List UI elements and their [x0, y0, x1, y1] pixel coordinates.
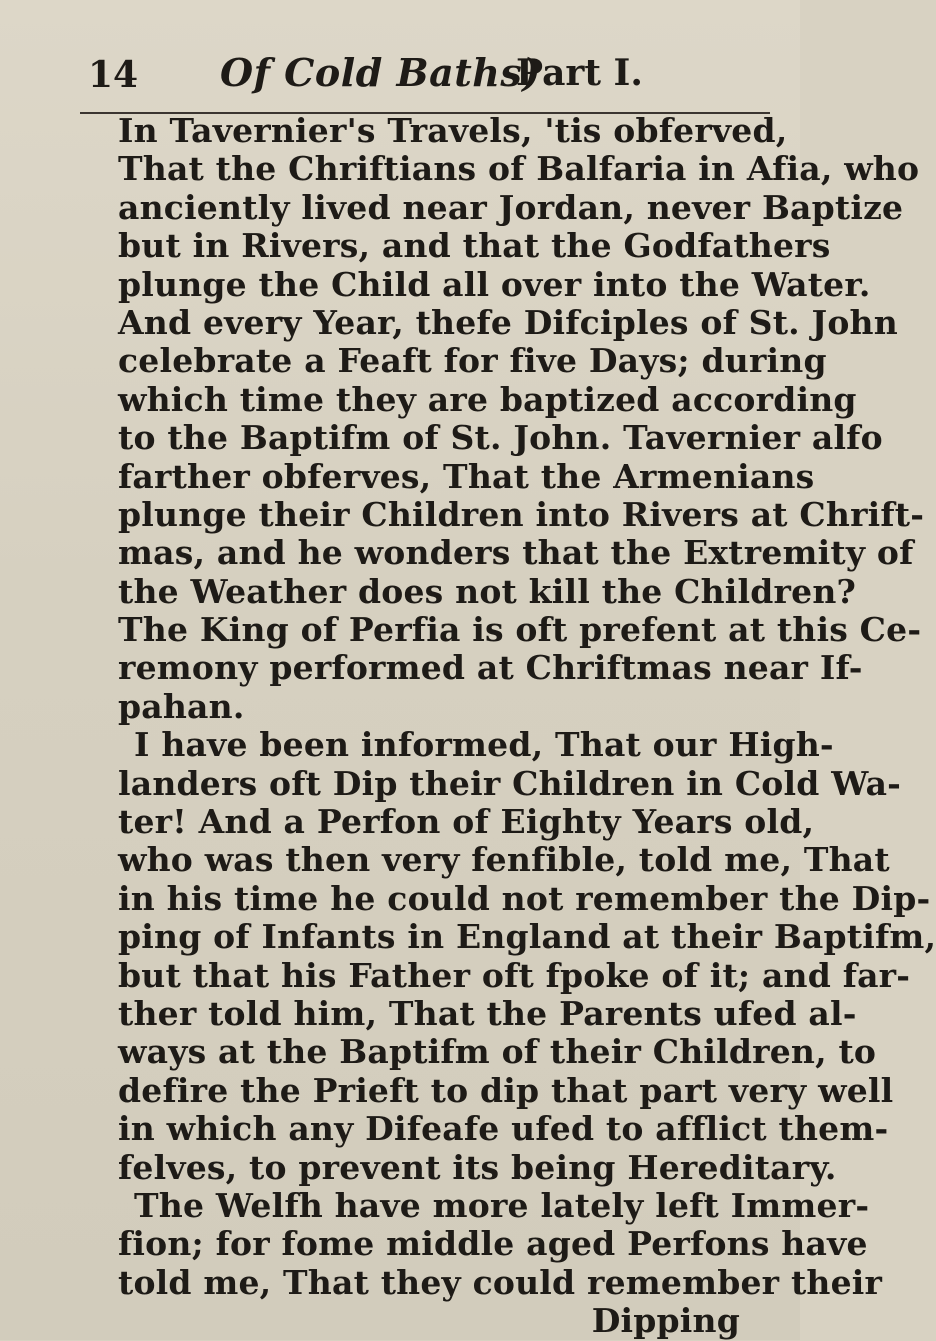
text-line: which time they are baptized according: [118, 379, 857, 419]
text-line: but that his Father oft fpoke of it; and far-: [118, 955, 911, 995]
text-line: ping of Infants in England at their Baptifm,: [118, 917, 936, 957]
text-line: remony performed at Chriftmas near If-: [118, 648, 863, 688]
part-label: Part I.: [516, 52, 643, 94]
text-line: plunge the Child all over into the Water.: [118, 264, 871, 304]
text-line: in which any Difeafe ufed to afflict them-: [118, 1109, 889, 1149]
text-line: in his time he could not remember the Dip-: [118, 878, 931, 918]
text-line: That the Chriftians of Balfaria in Afia, who: [118, 149, 920, 189]
text-line: celebrate a Feaft for five Days; during: [118, 341, 827, 381]
text-line: landers oft Dip their Children in Cold Wa-: [118, 763, 902, 803]
text-line: plunge their Children into Rivers at Chrift-: [118, 494, 925, 534]
text-line: And every Year, thefe Difciples of St. John: [118, 302, 898, 342]
text-line: who was then very fenfible, told me, That: [118, 840, 890, 880]
page-number: 14: [88, 54, 139, 96]
text-line: felves, to prevent its being Hereditary.: [118, 1147, 837, 1187]
running-head: [88, 50, 788, 106]
running-title: Of Cold Baths): [220, 50, 541, 95]
text-line: pahan.: [118, 686, 245, 726]
text-line: told me, That they could remember their: [118, 1262, 883, 1302]
text-line: but in Rivers, and that the Godfathers: [118, 226, 831, 266]
text-line: In Tavernier's Travels, 'tis obferved,: [118, 111, 788, 150]
text-line: The Welfh have more lately left Immer-: [134, 1185, 870, 1225]
text-line: fion; for fome middle aged Perfons have: [118, 1224, 868, 1264]
text-line: The King of Perfia is oft prefent at this Ce-: [118, 610, 922, 650]
text-line: defire the Prieft to dip that part very well: [118, 1070, 894, 1110]
text-line: mas, and he wonders that the Extremity of: [118, 533, 914, 573]
text-line: the Weather does not kill the Children?: [118, 571, 857, 611]
text-line: I have been informed, That our High-: [134, 725, 834, 765]
text-line: anciently lived near Jordan, never Baptize: [118, 187, 904, 227]
body-text: [118, 111, 936, 1341]
text-line: ter! And a Perfon of Eighty Years old,: [118, 802, 815, 842]
text-line: ther told him, That the Parents ufed al-: [118, 993, 857, 1033]
text-line: to the Baptifm of St. John. Tavernier alfo: [118, 418, 883, 458]
catchword: Dipping: [591, 1301, 740, 1341]
text-line: ways at the Baptifm of their Children, to: [118, 1032, 877, 1072]
text-line: farther obferves, That the Armenians: [118, 456, 815, 496]
